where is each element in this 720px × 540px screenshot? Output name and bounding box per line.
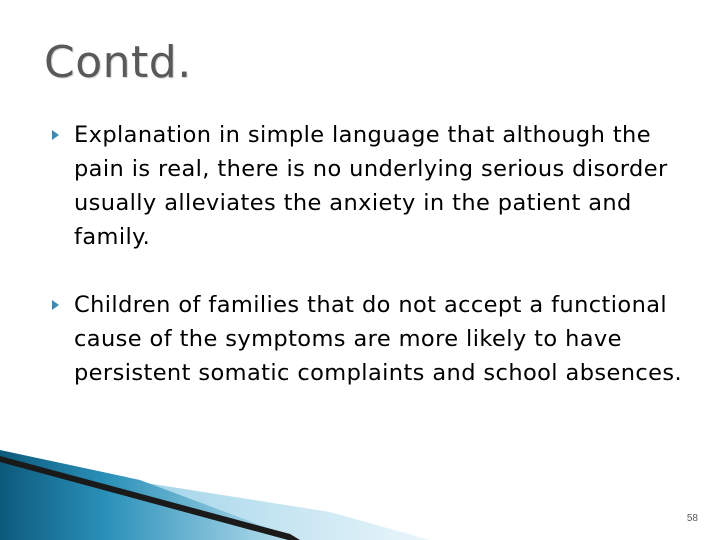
slide-number: 58 — [686, 513, 698, 524]
triangle-right-icon — [52, 300, 59, 310]
triangle-right-icon — [52, 130, 59, 140]
bullet-item — [52, 118, 692, 254]
bullet-list — [52, 118, 692, 424]
bullet-text: Explanation in simple language that although the pain is real, there is no underlying serious disorder usually alleviates the anxiety in the patient and family. — [74, 122, 668, 250]
bullet-text: Children of families that do not accept a functional cause of the symptoms are more likely to have persistent somatic complaints and school absences. — [74, 292, 683, 386]
slide-title: Contd. — [44, 37, 192, 88]
bullet-item — [52, 288, 692, 390]
bottom-decorative-band — [0, 450, 720, 540]
